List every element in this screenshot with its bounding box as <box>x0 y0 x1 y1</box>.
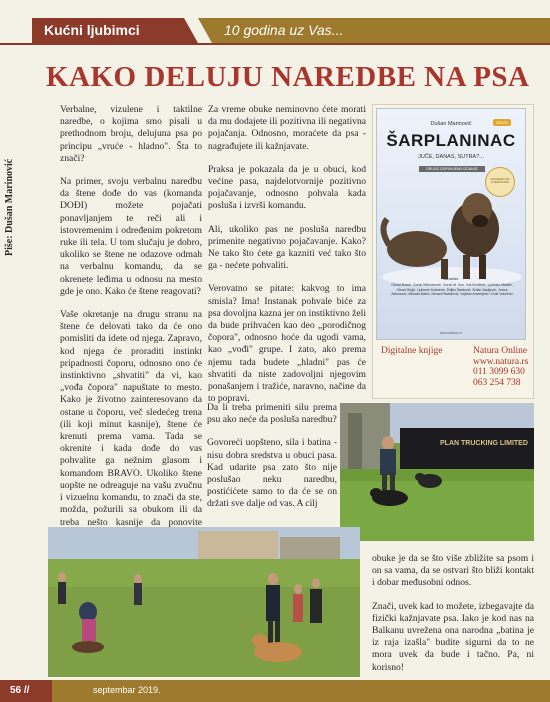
contributors-heading: Saradnici: <box>443 277 459 281</box>
paragraph: Na primer, svoju verbalnu naredbu da štene dođe do vas (komanda DOĐI) možete pojačati ponavljanjem te reči ali i istovremenim i određenim pokretom ruke ili tela. U tom slučaju je dobro, ukoliko se štene ne odazove odmah na verbalnu komandu, da se okrenete leđima u odnosu na mesto gde je ono. Kako će štene reagovati? <box>60 176 202 297</box>
paragraph: Za vreme obuke neminovno ćete morati da mu dodajete ili pozitivna ili negativna pojačanja. Odnosno, moraćete da psa - nagrađujete ili kažnjavate. <box>208 104 366 152</box>
paragraph: Verovatno se pitate: kakvog to ima smisla? Ima! Instanak pohvale biće za psa dovoljna kazna jer on instiktivno želi da bude prihvaćen kao deo „porodičnog čopora", odnosno hoće da ugodi vama, kao „vođi" grupe. I zato, ako prema njemu tada budete „hladni" pas će shvatiti da niste zadovoljni njegovim ponašanjem i tražiće, naravno, načine da to popravi. <box>208 283 366 405</box>
new-badge: NOVO <box>493 119 511 126</box>
paragraph: obuke je da se što više zbližite sa psom i on sa vama, da se ostvari što bliži kontakt i dobar međusobni odnos. <box>372 553 534 589</box>
page-number: 56 // <box>0 680 52 702</box>
dog-illustration <box>377 109 526 340</box>
paragraph: Vaše okretanje na drugu stranu na štene će delovati tako da će ono pomisliti da idete od njega. Zapravo, kod njega će proraditi instinkt pripadnosti čoporu, odnosno ono će instinktivno „shvatiti" da vi, kao „vođa čopora" napuštate to mesto. Kako je životno zainteresovano da ostane u čoporu, več sledećeg trena (ili koji minut kasnije), štene će krenuti prema vama. Tada se okrenite i kada dođe do vas pohvalite ga nežnim glasom i komandom BRAVO. Ukoliko štene uopšte ne odreaguje na vašu zvučnu i vizuelnu komandu, to znači da ste, možda, požurili sa obukom ili da treba nešto kasnije da ponovite <box>60 309 202 528</box>
book-author: Dušan Marinović <box>430 121 472 127</box>
header-divider <box>0 43 550 45</box>
book-title: ŠARPLANINAC <box>386 131 516 150</box>
text-column-2 <box>208 104 366 416</box>
shop-phone-2: 063 254 738 <box>473 377 521 388</box>
book-subtitle: JUČE, DANAS, SUTRA?... <box>418 154 484 160</box>
section-label: Kućni ljubimci <box>32 18 184 43</box>
text-column-3 <box>207 402 337 522</box>
truck-lettering: PLAN TRUCKING LIMITED <box>440 440 528 447</box>
training-photo-group <box>48 527 360 677</box>
paragraph: Praksa je pokazala da je u obuci, kod većine pasa, najdelotvornije pozitivno pojačavanje, odnosno pohvala kada posluša i izvrši komandu. <box>208 163 366 212</box>
book-cover <box>376 108 526 340</box>
training-photo-truck <box>340 403 534 541</box>
footer-bar <box>0 680 550 702</box>
article-title: KAKO DELUJU NAREDBE NA PSA <box>46 61 530 93</box>
shop-contact <box>473 346 528 388</box>
header-bar <box>0 0 550 43</box>
shop-website: www.natura.rs <box>473 356 529 367</box>
paragraph: Da li treba primeniti silu prema psu ako neće da posluša naredbu? <box>207 402 337 426</box>
book-advertisement <box>372 104 534 399</box>
text-column-4 <box>372 553 534 685</box>
contributors-list: Obrad Bračić, Goran Milovanović, Goran M. Kos, Vuk Đorđević, Ljubinko Matičić, Obrad Stojić, Ljubomir Kolarević, Željko Šavković, Srđan Vasiljević, Jovica Zakonović, Milovan Babić, Nenad Radošević, Vojislav Arsenijević i Dule Vukčević <box>391 283 513 297</box>
paragraph: Znači, uvek kad to možete, izbegavajte da fizički kažnjavate psa. Iako je kod nas na Balkanu uvrežena ona narodna „batina je iz raja izašla" budite sigurni da to ne mora uvek da bude i tačno. Pa, ni korisno! <box>372 600 534 673</box>
book-url: www.natura.rs <box>439 331 463 335</box>
shop-phone-1: 011 3099 630 <box>473 367 525 378</box>
book-edition: DRUGO DOPUNJENO IZDANJE <box>419 166 485 172</box>
issue-tagline: 10 godina uz Vas... <box>212 18 550 43</box>
issue-date: septembar 2019. <box>93 685 161 695</box>
paragraph: Verbalne, vizulene i taktilne naredbe, o kojima smo pisali u prethodnom broju, delujuna psa po principu „vruće - hladno". Šta to znači? <box>60 104 202 164</box>
paragraph: Govoreći uopšteno, sila i batina - nisu dobra sredstva u obuci pasa. Kad udarite psa zato što nije poslušao neku naredbu, postićićete samo to da će se on držati sve dalje od vas. A cilj <box>207 437 337 510</box>
award-seal: NAGRADA ZA LITERATURU <box>485 167 515 197</box>
paragraph: Ali, ukoliko pas ne posluša naredbu primenite negativno pojačavanje. Kako? Ne tako što ćete ga kazniti već tako što ga - nećete pohvaliti. <box>208 223 366 272</box>
author-byline: Piše: Dušan Marinović <box>4 158 15 256</box>
digital-books-label: Digitalne knjige <box>381 346 443 356</box>
shop-name: Natura Online <box>473 346 528 356</box>
